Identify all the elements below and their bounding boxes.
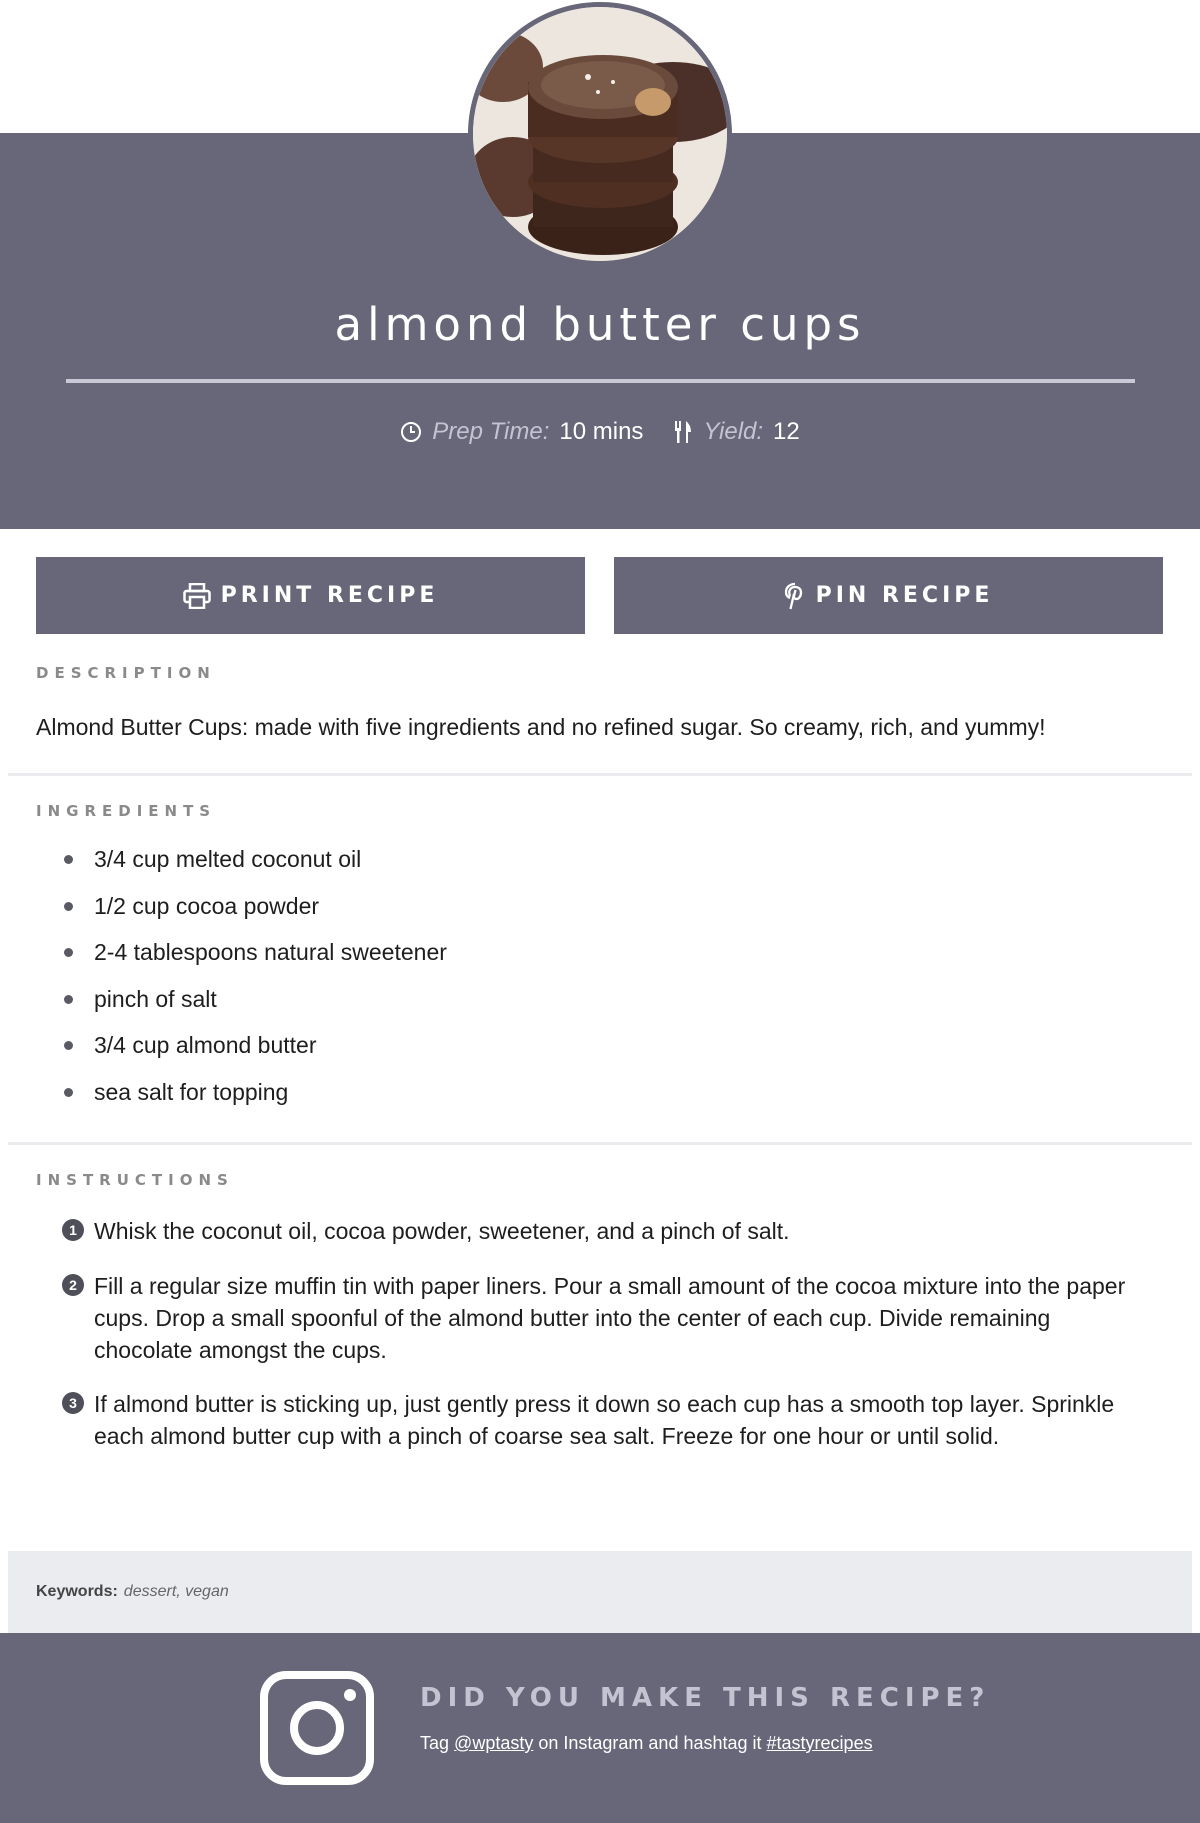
section-divider	[8, 1142, 1192, 1145]
yield-value: 12	[773, 418, 800, 445]
ingredient-item: 3/4 cup melted coconut oil	[64, 846, 447, 893]
instagram-icon[interactable]	[260, 1671, 374, 1785]
step-number: 3	[62, 1392, 84, 1414]
recipe-title: almond butter cups	[334, 298, 866, 351]
ingredients-list	[64, 846, 447, 1125]
instagram-lens	[290, 1701, 344, 1755]
instagram-footer	[0, 1633, 1200, 1823]
recipe-photo-image	[473, 7, 727, 261]
footer-heading: DID YOU MAKE THIS RECIPE?	[420, 1683, 991, 1713]
pinterest-icon	[784, 582, 806, 610]
instruction-step	[62, 1215, 1162, 1247]
step-text: Fill a regular size muffin tin with paper liners. Pour a small amount of the cocoa mixture into the paper cups. Drop a small spoonful of the almond butter into the center of each cup. Divide remaining chocolate amongst the cups.	[94, 1273, 1126, 1363]
ingredient-item: 2-4 tablespoons natural sweetener	[64, 939, 447, 986]
prep-time	[400, 418, 643, 446]
step-number: 2	[62, 1274, 84, 1296]
instructions-heading: INSTRUCTIONS	[36, 1171, 234, 1189]
ingredient-item: sea salt for topping	[64, 1079, 447, 1126]
tag-prefix: Tag	[420, 1733, 450, 1753]
ingredient-item: pinch of salt	[64, 986, 447, 1033]
prep-time-value: 10 mins	[559, 418, 644, 445]
title-divider	[66, 379, 1135, 383]
pin-recipe-label: PIN RECIPE	[815, 583, 994, 608]
description-text: Almond Butter Cups: made with five ingredients and no refined sugar. So creamy, rich, and yummy!	[36, 714, 1046, 740]
keywords-label: Keywords:	[36, 1583, 118, 1600]
instruction-step	[62, 1270, 1162, 1366]
yield	[673, 418, 799, 446]
recipe-photo	[468, 2, 732, 266]
utensils-icon	[673, 420, 693, 444]
step-text: Whisk the coconut oil, cocoa powder, sweetener, and a pinch of salt.	[94, 1218, 790, 1244]
print-recipe-button[interactable]	[36, 557, 585, 634]
pin-recipe-button[interactable]	[614, 557, 1163, 634]
footer-subtext	[420, 1733, 873, 1754]
instagram-dot	[344, 1689, 356, 1701]
step-number: 1	[62, 1219, 84, 1241]
print-recipe-label: PRINT RECIPE	[220, 583, 439, 608]
section-divider	[8, 773, 1192, 776]
yield-label: Yield:	[703, 418, 764, 445]
keywords-bar	[8, 1551, 1192, 1633]
description-heading: DESCRIPTION	[36, 664, 216, 682]
ingredient-item: 3/4 cup almond butter	[64, 1032, 447, 1079]
hashtag-link[interactable]: #tastyrecipes	[766, 1733, 873, 1753]
step-text: If almond butter is sticking up, just gently press it down so each cup has a smooth top layer. Sprinkle each almond butter cup with a pinch of coarse sea salt. Freeze for one hour or until solid.	[94, 1391, 1115, 1449]
clock-icon	[400, 421, 422, 443]
recipe-card	[8, 529, 1192, 1633]
instagram-handle-link[interactable]: @wptasty	[454, 1733, 534, 1753]
recipe-meta	[0, 418, 1200, 446]
prep-time-label: Prep Time:	[432, 418, 550, 445]
printer-icon	[183, 583, 211, 609]
instruction-step	[62, 1388, 1162, 1452]
tag-middle: on Instagram and hashtag it	[538, 1733, 762, 1753]
keywords-value: dessert, vegan	[123, 1583, 229, 1600]
ingredient-item: 1/2 cup cocoa powder	[64, 893, 447, 940]
ingredients-heading: INGREDIENTS	[36, 802, 217, 820]
